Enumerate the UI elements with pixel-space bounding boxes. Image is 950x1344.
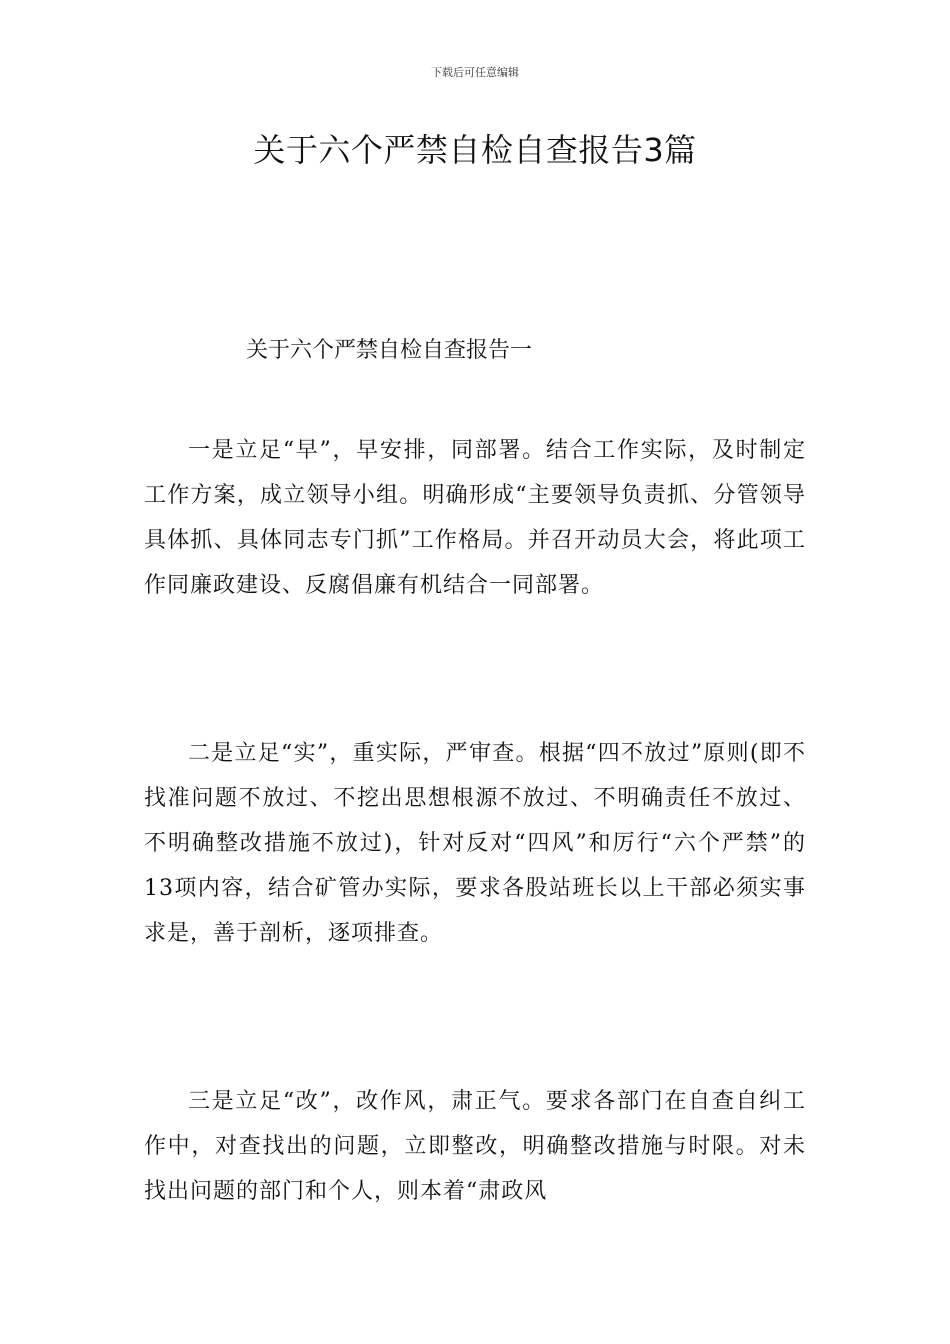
section-title: 关于六个严禁自检自查报告一 bbox=[246, 338, 533, 363]
header-note: 下载后可任意编辑 bbox=[431, 66, 519, 79]
document-title: 关于六个严禁自检自查报告3篇 bbox=[253, 131, 697, 169]
paragraph-1: 一是立足“早”，早安排，同部署。结合工作实际，及时制定工作方案，成立领导小组。明确形成“主要领导负责抓、分管领导具体抓、具体同志专门抓”工作格局。并召开动员大会，将此项工作同廉政建设、反腐倡廉有机结合一同部署。 bbox=[144, 438, 806, 598]
paragraph-3: 三是立足“改”，改作风，肃正气。要求各部门在自查自纠工作中，对查找出的问题，立即整改，明确整改措施与时限。对未找出问题的部门和个人，则本着“肃政风 bbox=[144, 1089, 806, 1204]
paragraph-2: 二是立足“实”，重实际，严审查。根据“四不放过”原则(即不找准问题不放过、不挖出思想根源不放过、不明确责任不放过、不明确整改措施不放过)，针对反对“四风”和厉行“六个严禁”的13项内容，结合矿管办实际，要求各股站班长以上干部必须实事求是，善于剖析，逐项排查。 bbox=[144, 741, 806, 946]
